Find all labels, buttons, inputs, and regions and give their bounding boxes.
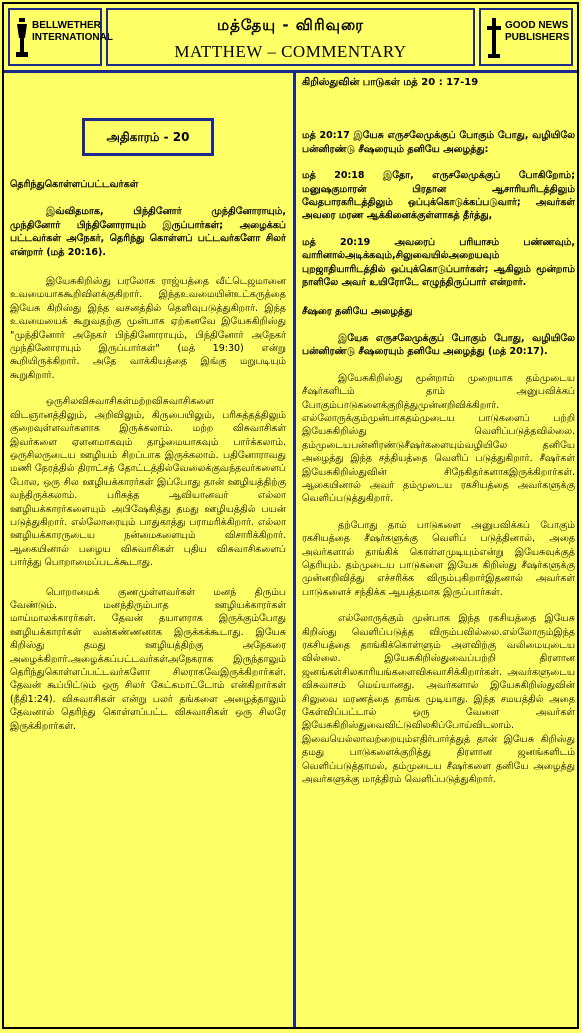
- title-box: [106, 8, 475, 66]
- cross-icon: [486, 16, 502, 60]
- lamp-icon: [15, 16, 29, 60]
- logo-line-1: GOOD NEWS: [505, 20, 569, 31]
- verse-intro: இயேசு எருசலேமுக்குப் போகும் போது, வழியிலே பன்னிரண்டு சீஷரையும் தனியே அழைத்து (மத் 20:17).: [302, 332, 575, 358]
- section-heading: சீஷரை தனியே அழைத்து: [302, 306, 413, 318]
- page-header: [4, 4, 577, 73]
- column-divider: [293, 70, 296, 1027]
- section-title: கிறிஸ்துவின் பாடுகள் மத் 20 : 17-19: [302, 77, 479, 88]
- bellwether-logo: [8, 8, 113, 66]
- bellwether-logo-text: [32, 20, 113, 44]
- logo-line-2: INTERNATIONAL: [32, 32, 113, 43]
- paragraph: தற்போது தாம் பாடுகளை அனுபவிக்கப் போகும் ரகசியத்தை சீஷர்களுக்கு வெளிப் படுத்தினால், அதை அவர்களால் தாங்கிக் கொள்ளமுடியும்என்று இயேசுவுக்குத் தெரியும். தம்முடைய பாடுகளை இயேசு கிறிஸ்து சீஷர்களுக்கு முன்னறிவித்து எச்சரிக்க விரும்புகிறார்இதனால் அவர்கள் பாடுகளைச் சந்திக்க ஆயத்தமாக இருப்பார்கள்.: [302, 519, 575, 598]
- good-news-logo-text: [505, 20, 575, 44]
- page-title-tamil: மத்தேயு - விரிவுரை: [217, 16, 364, 34]
- paragraph: பொறாமைக் குணமுள்ளவர்கள் மனந் திரும்ப வேண்டும். மனந்திரும்பாத ஊழியக்காரர்கள் மாய்மாலக்காரர்கள். தேவன் தயாளராக இருக்கும்போது ஊழியக்காரர்கள் வன்கண்ணனாக இருக்கக்கூடாது. இயேசு கிறிஸ்து தமது ஊழியத்திற்கு அநேகரை அழைக்கிறார்.அழைக்கப்பட்டவர்கள்அநேகராக இருந்தாலும் தெரிந்துகொள்ளப்பட்டவர்களோ சிலராகவேஇருக்கிறார்கள். தேவன் கூப்பிட்டும் ஒரு சிலர் கேட்கமாட்டோம் என்கிறார்கள் (நீதி1:24). விசுவாசிகள் என்று பலர் தங்களை அழைத்தாலும் தேவனால் தெரிந்து கொள்ளப்பட்ட விசுவாசிகள் ஒரு சிலரே இருக்கிறார்கள்.: [10, 586, 286, 732]
- page: [2, 2, 579, 1029]
- section-heading: தெரிந்துகொள்ளப்பட்டவர்கள்: [10, 179, 139, 190]
- chapter-label: அதிகாரம் - 20: [82, 118, 214, 156]
- right-column: [302, 70, 575, 786]
- page-title-english: MATTHEW – COMMENTARY: [174, 42, 407, 61]
- good-news-logo: [479, 8, 573, 66]
- verse-text: மத் 20:17 இயேசு எருசலேமுக்குப் போகும் போது, வழியிலே பன்னிரண்டு சீஷரையும் தனியே அழைத்து:: [302, 130, 575, 155]
- paragraph: ஒருசிலவிசுவாசிகள்மற்றவிசுவாசிகளை விடஞானத்திலும், அறிவிலும், கிருபையிலும், பரிசுத்தத்திலும் குறைவுள்ளவர்களாக இருக்கலாம். மற்ற விசுவாசிகள் இவர்களை ஏளனமாகவும் தாழ்மையாகவும் பார்க்கலாம். ஒருசிலருடைய ஊழியம் சிறப்பாக இருக்கலாம். பதினோராவது மணி நேரத்தில் திராட்சத் தோட்டத்தில்வேலைக்குவந்தவர்களைப் போல, ஒரு சில ஊழியக்காரர்கள் இப்போது தான் ஊழியத்திற்கு வந்திருக்கலாம். பரிசுத்த ஆவியானவர் எல்லா ஊழியக்காரர்களையும் அபிஷேகித்து தமது ஊழியத்தில் பயன் படுத்துகிறார். எல்லோரையும் பாதுகாத்து பராமரிக்கிறார். எல்லா ஊழியக்காரருடைய நன்மைகளையும் விசாரிக்கிறார். ஆகையினால் பழைய விசுவாசிகள் புதிய விசுவாசிகளைப் பார்த்து பொறாமைப்படக்கூடாது.: [10, 396, 286, 569]
- paragraph: இயேசுகிறிஸ்து பரலோக ராஜ்யத்தை வீட்டெஜமானை உவமையாககூறிவிளக்குகிறார். இந்தஉவமையின்உட்கருத்தை இயேசு கிறிஸ்து இந்த வசனத்தில் தெளிவுபடுத்துகிறார். இந்த உவமையைக் கூறுவதற்கு முன்பாக ஏற்கனவே இயேசுகிறிஸ்து "முந்தினோர் அநேகர் பிந்தினோராயும், பிந்தினோர் அநேகர் முந்தினோராயும் இருப்பார்கள்" (மத் 19:30) என்று கூறியிருக்கிறார். அதே வாக்கியத்தை இங்கு மறுபடியும் கூறுகிறார்.: [10, 276, 286, 381]
- verse-intro: இவ்விதமாக, பிந்தினோர் முந்தினோராயும், முந்தினோர் பிந்தினோராயும் இருப்பார்கள்; அழைக்கப் பட்டவர்கள் அநேகர், தெரிந்து கொள்ளப் பட்டவர்களோ சிலர் என்றார் (மத் 20:16).: [10, 206, 286, 258]
- verse-text: மத் 20:19 அவரைப் பரியாசம் பண்ணவும், வாரினால்அடிக்கவும்,சிலுவையில்அறையவும் புறஜாதியாரிடத்தில் ஒப்புக்கொடுப்பார்கள்; ஆகிலும் மூன்றாம் நாளிலே அவர் உயிரோடே எழுந்திருப்பார் என்றார்.: [302, 236, 575, 289]
- logo-line-1: BELLWETHER: [32, 20, 101, 31]
- verse-text: மத் 20:18 இதோ, எருசலேமுக்குப் போகிறோம்; மனுஷகுமாரன் பிரதான ஆசாரியரிடத்திலும் வேதபாரகரிடத்திலும் ஒப்புக்கொடுக்கப்படுவார்; அவர்கள் அவரை மரண ஆக்கினைக்குள்ளாகத் தீர்த்து,: [302, 170, 575, 222]
- paragraph: இயேசுகிறிஸ்து மூன்றாம் முறையாக தம்முடைய சீஷர்களிடம் தாம் அனுபவிக்கப் போகும்பாடுகளைக்குறித்துமுன்னறிவிக்கிறார். எல்லோருக்கும்முன்பாகதம்முடைய பாடுகளைப் பற்றி இயேசுகிறிஸ்து வெளிப்படுத்தவில்லை. தம்முடையபன்னிரண்டுசீஷர்களையும்வழியிலே தனியே அழைத்து இந்த சத்தியத்தை வெளிப் படுத்துகிறார். சீஷர்கள் இயேசுகிறிஸ்துவின் சிநேகிதர்களாகஇருக்கிறார்கள். ஆகையினால் அவர் தம்முடைய ரகசியத்தை அவர்களுக்கு வெளிப்படுத்துகிறார்.: [302, 372, 575, 505]
- logo-line-2: PUBLISHERS: [505, 32, 570, 43]
- left-column: [10, 70, 286, 733]
- paragraph: எல்லோருக்கும் முன்பாக இந்த ரகசியத்தை இயேசு கிறிஸ்து வெளிப்படுத்த விரும்பவில்லை.எல்லோரும்இந்த ரகசியத்தை தாங்கிக்கொள்ளும் அளவிற்கு வலிமையுடைய வில்லை. இயேசுகிறிஸ்துவைப்பற்றி திரளான ஜனங்கள்சிலகாரியங்களைவிசுவாசிக்கிறார்கள். அவர்களுடைய விசுவாசம் மெய்யானது. அவர்களால் இயேசுகிறிஸ்துவின் சிலுவை மரணத்தை தாங்க முடியாது. இந்த சமயத்தில் அதை கேள்விப்பட்டால் ஒரு வேளை அவர்கள் இயேசுகிறிஸ்துவைவிட்டுவிலகிப்போய்விடலாம். இவையெல்லாவற்றையும்எதிர்பார்த்துத் தான் இயேசு கிறிஸ்து தமது பாடுகளைக்குறித்து திரளான ஜனங்களிடம் வெளிப்படுத்தாமல், தம்முடைய சீஷர்களை தனியே அழைத்து அவர்களுக்கு மாத்திரம் வெளிப்படுத்துகிறார்.: [302, 613, 575, 786]
